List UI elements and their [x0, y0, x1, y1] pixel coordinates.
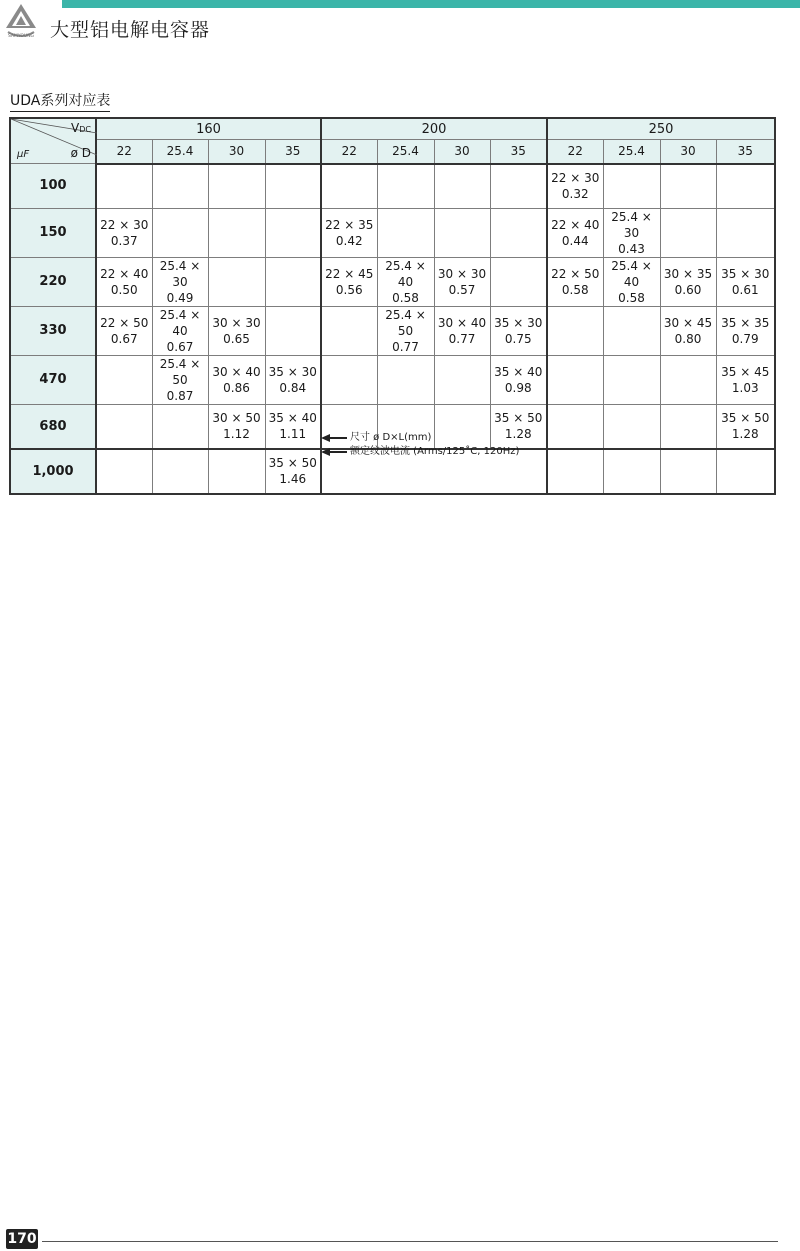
- spec-cell: [208, 306, 265, 355]
- spec-cell: [152, 306, 208, 355]
- spec-cell: [377, 208, 434, 257]
- table-row: [10, 257, 775, 306]
- spec-cell: [265, 257, 321, 306]
- spec-cell: [490, 257, 547, 306]
- spec-cell: [660, 404, 716, 449]
- case-size: 22 × 50: [551, 266, 600, 281]
- samyoung-logo: [2, 2, 40, 40]
- spec-cell: [716, 404, 775, 449]
- spec-cell: [265, 208, 321, 257]
- spec-cell: [716, 208, 775, 257]
- table-row: [10, 208, 775, 257]
- case-size: 35 × 30: [494, 315, 543, 330]
- case-size: 30 × 40: [437, 315, 487, 330]
- spec-cell: [716, 164, 775, 209]
- spec-cell: [265, 306, 321, 355]
- table-row: [10, 164, 775, 209]
- capacitance-cell: 330: [10, 306, 96, 355]
- diameter-header: 22: [321, 140, 377, 164]
- spec-cell: [547, 257, 603, 306]
- spec-cell: [321, 164, 377, 209]
- spec-cell: [265, 449, 321, 494]
- spec-cell: [265, 404, 321, 449]
- ripple-current: 0.60: [674, 282, 702, 297]
- ripple-current: 0.49: [166, 290, 194, 305]
- spec-cell: [434, 355, 490, 404]
- header-accent-bar: [62, 0, 800, 8]
- diameter-header: 35: [490, 140, 547, 164]
- diameter-header: 22: [547, 140, 603, 164]
- diameter-header: 35: [716, 140, 775, 164]
- ripple-current: 0.77: [392, 339, 419, 354]
- arrow-left-icon: [321, 448, 347, 456]
- spec-cell: [547, 306, 603, 355]
- footer-divider: [42, 1241, 778, 1242]
- spec-cell: [321, 208, 377, 257]
- ripple-current: 0.58: [618, 290, 645, 305]
- case-size: 35 × 50: [494, 411, 543, 425]
- case-size: 35 × 30: [268, 364, 317, 379]
- arrow-left-icon: [321, 434, 347, 442]
- spec-cell: [208, 208, 265, 257]
- spec-cell: [96, 449, 152, 494]
- diameter-header: 25.4: [603, 140, 660, 164]
- case-size: 30 × 40: [212, 364, 261, 379]
- diameter-header: 22: [96, 140, 152, 164]
- case-size: 25.4 × 40: [159, 307, 201, 338]
- spec-cell: [716, 306, 775, 355]
- diameter-header: 30: [434, 140, 490, 164]
- spec-cell: [377, 306, 434, 355]
- vdc-label: VDC: [71, 121, 91, 135]
- ripple-current: 1.46: [279, 472, 307, 486]
- ripple-current: 0.87: [166, 388, 194, 403]
- spec-cell: [660, 164, 716, 209]
- ripple-current: 0.80: [674, 331, 702, 346]
- ripple-current: 0.67: [110, 331, 138, 346]
- spec-cell: [716, 449, 775, 494]
- voltage-160: 160: [96, 118, 321, 140]
- ripple-current: 0.86: [223, 380, 250, 395]
- spec-cell: [603, 208, 660, 257]
- spec-cell: [152, 404, 208, 449]
- ripple-current: 0.65: [223, 331, 250, 346]
- spec-cell: [321, 355, 377, 404]
- spec-cell: [547, 404, 603, 449]
- ripple-current: 0.75: [504, 331, 532, 346]
- spec-cell: [434, 208, 490, 257]
- spec-cell: [208, 164, 265, 209]
- case-size: 22 × 40: [100, 266, 149, 281]
- case-size: 25.4 × 40: [385, 258, 426, 289]
- corner-header: [10, 118, 96, 164]
- spec-cell: [490, 208, 547, 257]
- ripple-current: 0.58: [392, 290, 419, 305]
- section-title: UDA系列对应表: [10, 90, 110, 112]
- spec-cell: [321, 306, 377, 355]
- case-size: 35 × 45: [721, 364, 770, 379]
- capacitance-cell: 470: [10, 355, 96, 404]
- case-size: 25.4 × 40: [611, 258, 652, 289]
- spec-cell: [547, 355, 603, 404]
- ripple-current: 0.43: [618, 241, 645, 256]
- spec-cell: [208, 404, 265, 449]
- spec-cell: [660, 355, 716, 404]
- capacitance-cell: 680: [10, 404, 96, 449]
- ripple-current: 0.84: [279, 380, 307, 395]
- capacitance-cell: 100: [10, 164, 96, 209]
- ripple-current: 0.56: [335, 282, 363, 297]
- ripple-current: 0.44: [561, 233, 589, 248]
- spec-cell: [603, 306, 660, 355]
- table-row: [10, 355, 775, 404]
- case-size: 30 × 50: [212, 411, 261, 425]
- case-size: 22 × 50: [100, 315, 149, 330]
- spec-cell: [603, 449, 660, 494]
- svg-text:SAMYOUNG: SAMYOUNG: [7, 34, 35, 39]
- spec-cell: [660, 306, 716, 355]
- spec-cell: [377, 164, 434, 209]
- diameter-header: 25.4: [152, 140, 208, 164]
- case-size: 30 × 35: [663, 266, 713, 281]
- spec-cell: [152, 355, 208, 404]
- diameter-header-row: [10, 140, 775, 164]
- diameter-header: 30: [660, 140, 716, 164]
- spec-cell: [603, 404, 660, 449]
- ripple-current: 0.32: [561, 187, 589, 201]
- legend-ripple-text: 额定纹波电流 (Arms/125˚C, 120Hz): [350, 446, 520, 457]
- spec-cell: [716, 257, 775, 306]
- diameter-header: 35: [265, 140, 321, 164]
- spec-cell: [377, 355, 434, 404]
- ripple-current: 0.67: [166, 339, 194, 354]
- spec-cell: [152, 208, 208, 257]
- ripple-current: 0.61: [731, 282, 759, 297]
- spec-cell: [547, 449, 603, 494]
- spec-cell: [96, 355, 152, 404]
- spec-cell: [603, 257, 660, 306]
- spec-cell: [490, 306, 547, 355]
- case-size: 35 × 35: [721, 315, 770, 330]
- case-size: 35 × 50: [721, 411, 770, 425]
- spec-cell: [208, 355, 265, 404]
- spec-cell: [152, 257, 208, 306]
- spec-cell: [96, 164, 152, 209]
- ripple-current: 1.11: [279, 427, 307, 441]
- spec-cell: [660, 449, 716, 494]
- case-size: 22 × 35: [325, 217, 374, 232]
- voltage-250: 250: [547, 118, 775, 140]
- ripple-current: 0.98: [504, 380, 532, 395]
- spec-cell: [377, 257, 434, 306]
- spec-cell: [547, 164, 603, 209]
- ripple-current: 0.37: [110, 233, 138, 248]
- capacitance-unit-label: μF: [17, 149, 30, 160]
- legend-size-text: 尺寸 ø D×L(mm): [350, 432, 432, 443]
- case-size: 22 × 40: [551, 217, 600, 232]
- ripple-current: 1.03: [731, 380, 759, 395]
- spec-cell: [603, 164, 660, 209]
- spec-cell: [265, 355, 321, 404]
- table-row: [10, 306, 775, 355]
- case-size: 30 × 30: [437, 266, 487, 281]
- ripple-current: 1.28: [504, 427, 532, 441]
- page-number: 170: [7, 1231, 37, 1247]
- capacitance-cell: 150: [10, 208, 96, 257]
- spec-cell: [152, 164, 208, 209]
- spec-cell: [208, 257, 265, 306]
- ripple-current: 1.28: [731, 427, 759, 441]
- spec-cell: [321, 257, 377, 306]
- case-size: 35 × 40: [268, 411, 317, 425]
- ripple-current: 0.50: [110, 282, 138, 297]
- case-size: 22 × 30: [100, 217, 149, 232]
- case-size: 25.4 × 50: [159, 356, 201, 387]
- ripple-current: 1.12: [223, 427, 250, 441]
- ripple-current: 0.79: [731, 331, 759, 346]
- legend-ripple-row: [321, 445, 519, 459]
- spec-cell: [490, 355, 547, 404]
- spec-cell: [660, 208, 716, 257]
- table-legend: [321, 431, 519, 459]
- case-size: 35 × 50: [268, 456, 317, 470]
- capacitance-cell: 220: [10, 257, 96, 306]
- voltage-header-row: [10, 118, 775, 140]
- case-size: 22 × 30: [551, 171, 600, 185]
- case-size: 22 × 45: [325, 266, 374, 281]
- case-size: 30 × 45: [663, 315, 713, 330]
- capacitance-cell: 1,000: [10, 449, 96, 494]
- spec-cell: [96, 404, 152, 449]
- page-title: 大型铝电解电容器: [50, 19, 211, 41]
- spec-cell: [434, 164, 490, 209]
- diameter-header: 25.4: [377, 140, 434, 164]
- diameter-label: ø D: [70, 146, 91, 160]
- spec-cell: [603, 355, 660, 404]
- legend-size-row: [321, 431, 519, 445]
- ripple-current: 0.77: [448, 331, 476, 346]
- spec-cell: [265, 164, 321, 209]
- spec-cell: [660, 257, 716, 306]
- case-size: 25.4 × 30: [159, 258, 201, 289]
- spec-cell: [96, 257, 152, 306]
- diameter-header: 30: [208, 140, 265, 164]
- case-size: 35 × 40: [494, 364, 543, 379]
- spec-cell: [152, 449, 208, 494]
- voltage-200: 200: [321, 118, 547, 140]
- spec-cell: [96, 208, 152, 257]
- case-size: 25.4 × 30: [611, 209, 652, 240]
- ripple-current: 0.57: [448, 282, 476, 297]
- spec-cell: [434, 306, 490, 355]
- spec-cell: [716, 355, 775, 404]
- case-size: 35 × 30: [721, 266, 770, 281]
- spec-cell: [547, 208, 603, 257]
- ripple-current: 0.58: [561, 282, 589, 297]
- spec-cell: [96, 306, 152, 355]
- spec-cell: [490, 164, 547, 209]
- case-size: 30 × 30: [212, 315, 261, 330]
- spec-cell: [208, 449, 265, 494]
- ripple-current: 0.42: [335, 233, 363, 248]
- case-size: 25.4 × 50: [385, 307, 426, 338]
- spec-cell: [434, 257, 490, 306]
